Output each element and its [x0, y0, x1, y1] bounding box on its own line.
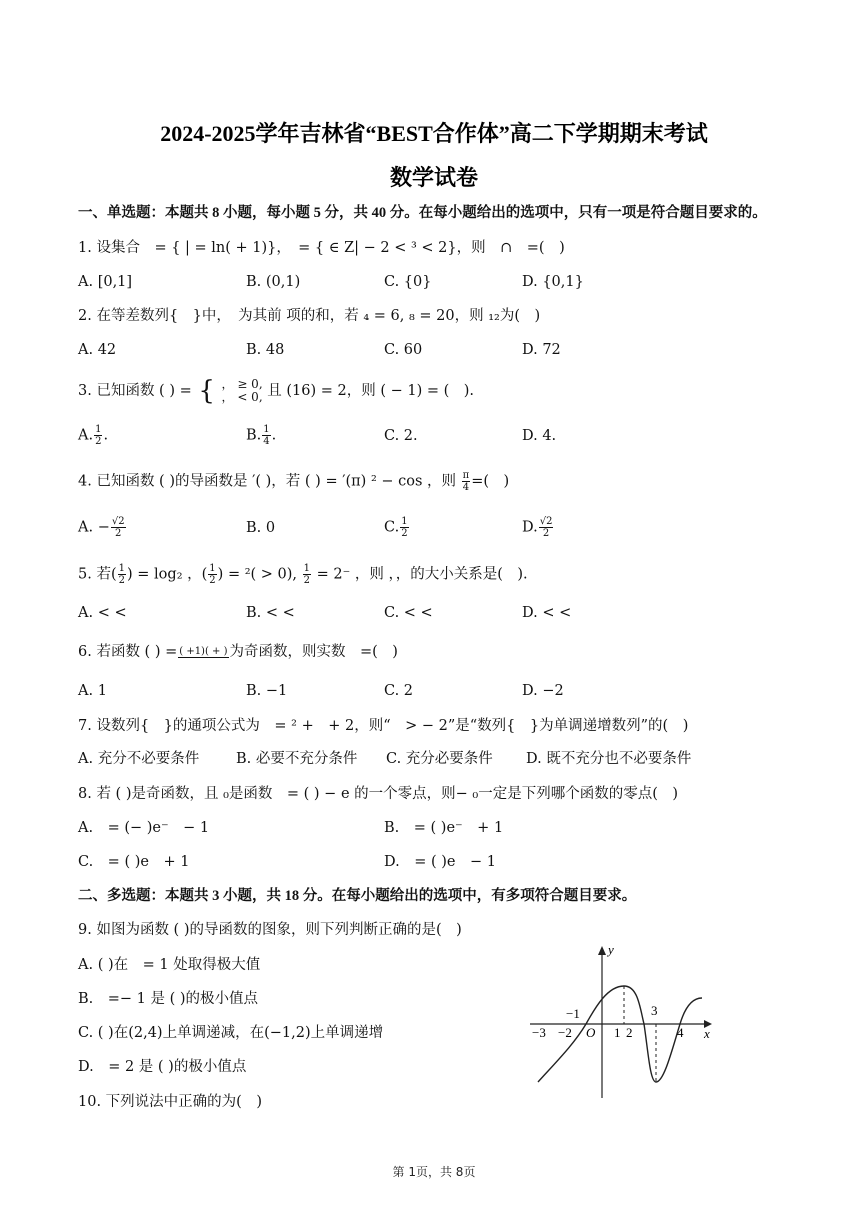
q4-option-a — [78, 516, 127, 539]
tick-label: −3 — [532, 1025, 546, 1040]
q8-option-c: C. = ( )e + 1 — [78, 854, 190, 870]
fraction-numerator: 1 — [209, 563, 216, 574]
tick-label: −2 — [558, 1025, 572, 1040]
q2-option-c: C. 60 — [384, 342, 423, 358]
q6-option-b: B. −1 — [246, 683, 288, 699]
fraction-numerator: ( +1)( + ) — [179, 646, 228, 657]
q3-cases — [222, 378, 263, 404]
origin-label: O — [586, 1025, 596, 1040]
q6-option-a: A. 1 — [78, 683, 107, 699]
q5-option-a: A. < < — [78, 605, 127, 621]
q4-option-d — [522, 516, 554, 539]
fraction-denominator: 2 — [115, 528, 122, 539]
q5-stem: 5. 若( $\frac{1}{2}$ ) = log₂ ，( $\frac{1}{2}$ ) = ²( > 0), $\frac{1}{2}$ = 2⁻ ，则 ，，的大小关系是( ). — [78, 563, 528, 586]
section1-heading: 一、单选题：本题共 8 小题，每小题 5 分，共 40 分。在每小题给出的选项中，只有一项是符合题目要求的。 — [78, 205, 767, 221]
q6-stem-end: 为奇函数，则实数 =( ) — [229, 644, 398, 660]
q5-stem-part3: = ²( > 0), — [223, 566, 302, 583]
fraction-denominator: 4 — [462, 482, 470, 493]
q5-option-c: C. < < — [384, 605, 433, 621]
tick-label: 4 — [677, 1025, 684, 1040]
q3-option-a — [78, 424, 108, 447]
q3-option-a-period: . — [103, 427, 109, 444]
q4-option-d-fraction — [539, 516, 554, 539]
q4-stem — [78, 470, 509, 493]
q3-stem-start: 3. 已知函数 ( ) = — [78, 383, 192, 399]
q6-stem — [78, 642, 398, 662]
q2-stem: 2. 在等差数列{ }中， 为其前 项的和，若 ₄ = 6, ₈ = 20，则 ₁₂为( ) — [78, 308, 541, 324]
y-axis-arrow — [598, 946, 606, 955]
q4-option-c — [384, 516, 410, 539]
q8-option-d: D. = ( )e − 1 — [384, 854, 496, 870]
q5-option-b: B. < < — [246, 605, 295, 621]
q5-stem-end: = 2⁻ ，则 ，，的大小关系是( ). — [312, 566, 528, 583]
fraction-denominator: 2 — [303, 575, 311, 586]
q4-option-c-letter: C. — [384, 519, 400, 536]
y-axis-label: y — [608, 942, 614, 957]
q2-option-d: D. 72 — [522, 342, 561, 358]
q7-option-b: B. 必要不充分条件 — [236, 751, 358, 767]
q3-option-a-fraction — [94, 424, 102, 447]
fraction-denominator: 2 — [401, 528, 408, 539]
q5-option-d: D. < < — [522, 605, 572, 621]
q6-fraction — [178, 646, 228, 658]
q4-option-d-letter: D. — [522, 519, 538, 536]
q7-option-a: A. 充分不必要条件 — [78, 751, 200, 767]
q3-option-c: C. 2. — [384, 428, 418, 444]
fraction-denominator: 2 — [209, 575, 216, 586]
q2-option-b: B. 48 — [246, 342, 285, 358]
derivative-graph — [528, 940, 720, 1100]
q9-stem: 9. 如图为函数 ( )的导函数的图象，则下列判断正确的是( ) — [78, 922, 462, 938]
fraction-numerator: π — [462, 470, 470, 481]
fraction-numerator: √2 — [111, 516, 125, 527]
q8-option-a: A. = (− )e⁻ − 1 — [78, 820, 210, 836]
q3-option-b — [246, 424, 276, 447]
q6-option-c: C. 2 — [384, 683, 414, 699]
q9-option-d: D. = 2 是 ( )的极小值点 — [78, 1059, 247, 1075]
q5-fraction-1 — [118, 563, 126, 586]
fraction-numerator: 1 — [118, 563, 125, 574]
q5-fraction-2 — [208, 563, 216, 586]
tick-label: 2 — [626, 1025, 633, 1040]
q8-option-b: B. = ( )e⁻ + 1 — [384, 820, 504, 836]
q4-stem-start: 4. 已知函数 ( )的导函数是 ′( )，若 ( ) = ′(π) ² − cos ，则 — [78, 473, 461, 490]
fraction-denominator: 4 — [263, 436, 270, 447]
q4-stem-fraction — [462, 470, 471, 493]
page-footer: 第 1页，共 8页 — [392, 1165, 476, 1179]
q7-stem: 7. 设数列{ }的通项公式为 = ² + + 2，则“ > − 2”是“数列{ }为单调递增数列”的( ) — [78, 718, 689, 734]
piecewise-brace: { — [198, 376, 215, 406]
q10-stem: 10. 下列说法中正确的为( ) — [78, 1094, 262, 1110]
fraction-numerator: 1 — [303, 563, 311, 574]
q4-option-c-fraction — [400, 516, 408, 539]
q3-option-b-fraction — [262, 424, 270, 447]
fraction-denominator: 2 — [118, 575, 125, 586]
exam-title: 2024-2025学年吉林省“BEST合作体”高二下学期期末考试 — [160, 121, 708, 146]
q6-stem-start: 6. 若函数 ( ) = — [78, 644, 178, 660]
q7-option-d: D. 既不充分也不必要条件 — [526, 751, 692, 767]
fraction-numerator: 1 — [95, 424, 102, 435]
q4-option-a-fraction — [111, 516, 126, 539]
q1-option-b: B. (0,1) — [246, 274, 301, 290]
tick-label: −1 — [566, 1006, 580, 1021]
q4-stem-end: =( ) — [471, 473, 510, 490]
q3-case2: ， < 0, — [221, 390, 263, 404]
q4-option-a-letter: A. − — [78, 519, 110, 536]
q3-stem — [78, 378, 474, 404]
q5-stem-part2: = log₂ ， — [132, 566, 202, 583]
tick-label: 1 — [614, 1025, 621, 1040]
q3-option-b-period: . — [271, 427, 277, 444]
tick-label: 3 — [651, 1003, 658, 1018]
fraction-numerator: 1 — [401, 516, 408, 527]
q3-option-b-letter: B. — [246, 427, 262, 444]
section2-heading: 二、多选题：本题共 3 小题，共 18 分。在每小题给出的选项中，有多项符合题目要求。 — [78, 888, 637, 904]
q1-option-a: A. [0,1] — [78, 274, 133, 290]
q8-stem: 8. 若 ( )是奇函数，且 ₀是函数 = ( ) − e 的一个零点，则− ₀一定是下列哪个函数的零点( ) — [78, 786, 679, 802]
q3-stem-end: 且 (16) = 2，则 ( − 1) = ( ). — [267, 383, 475, 399]
q1-option-d: D. {0,1} — [522, 274, 584, 290]
q1-stem: 1. 设集合 = { | = ln( + 1)}， = { ∈ Z| − 2 < ³ < 2}，则 ∩ =( ) — [78, 240, 565, 256]
q6-option-d: D. −2 — [522, 683, 564, 699]
q5-stem-start: 5. 若 — [78, 566, 111, 583]
q9-option-c: C. ( )在(2,4)上单调递减，在(−1,2)上单调递增 — [78, 1025, 384, 1041]
q1-option-c: C. {0} — [384, 274, 432, 290]
x-axis-label: x — [704, 1026, 710, 1041]
q3-case1: ， ≥ 0, — [221, 377, 263, 391]
fraction-numerator: √2 — [539, 516, 553, 527]
fraction-numerator: 1 — [263, 424, 270, 435]
fraction-denominator: 2 — [542, 528, 550, 539]
q3-option-d: D. 4. — [522, 428, 557, 444]
q9-option-b: B. =− 1 是 ( )的极小值点 — [78, 991, 259, 1007]
q3-option-a-letter: A. — [78, 427, 94, 444]
q2-option-a: A. 42 — [78, 342, 117, 358]
fraction-denominator: 2 — [95, 436, 102, 447]
q9-option-a: A. ( )在 = 1 处取得极大值 — [78, 957, 261, 973]
q7-option-c: C. 充分必要条件 — [386, 751, 493, 767]
q5-fraction-3 — [303, 563, 311, 586]
exam-subtitle: 数学试卷 — [389, 165, 478, 190]
q4-option-b: B. 0 — [246, 520, 276, 536]
